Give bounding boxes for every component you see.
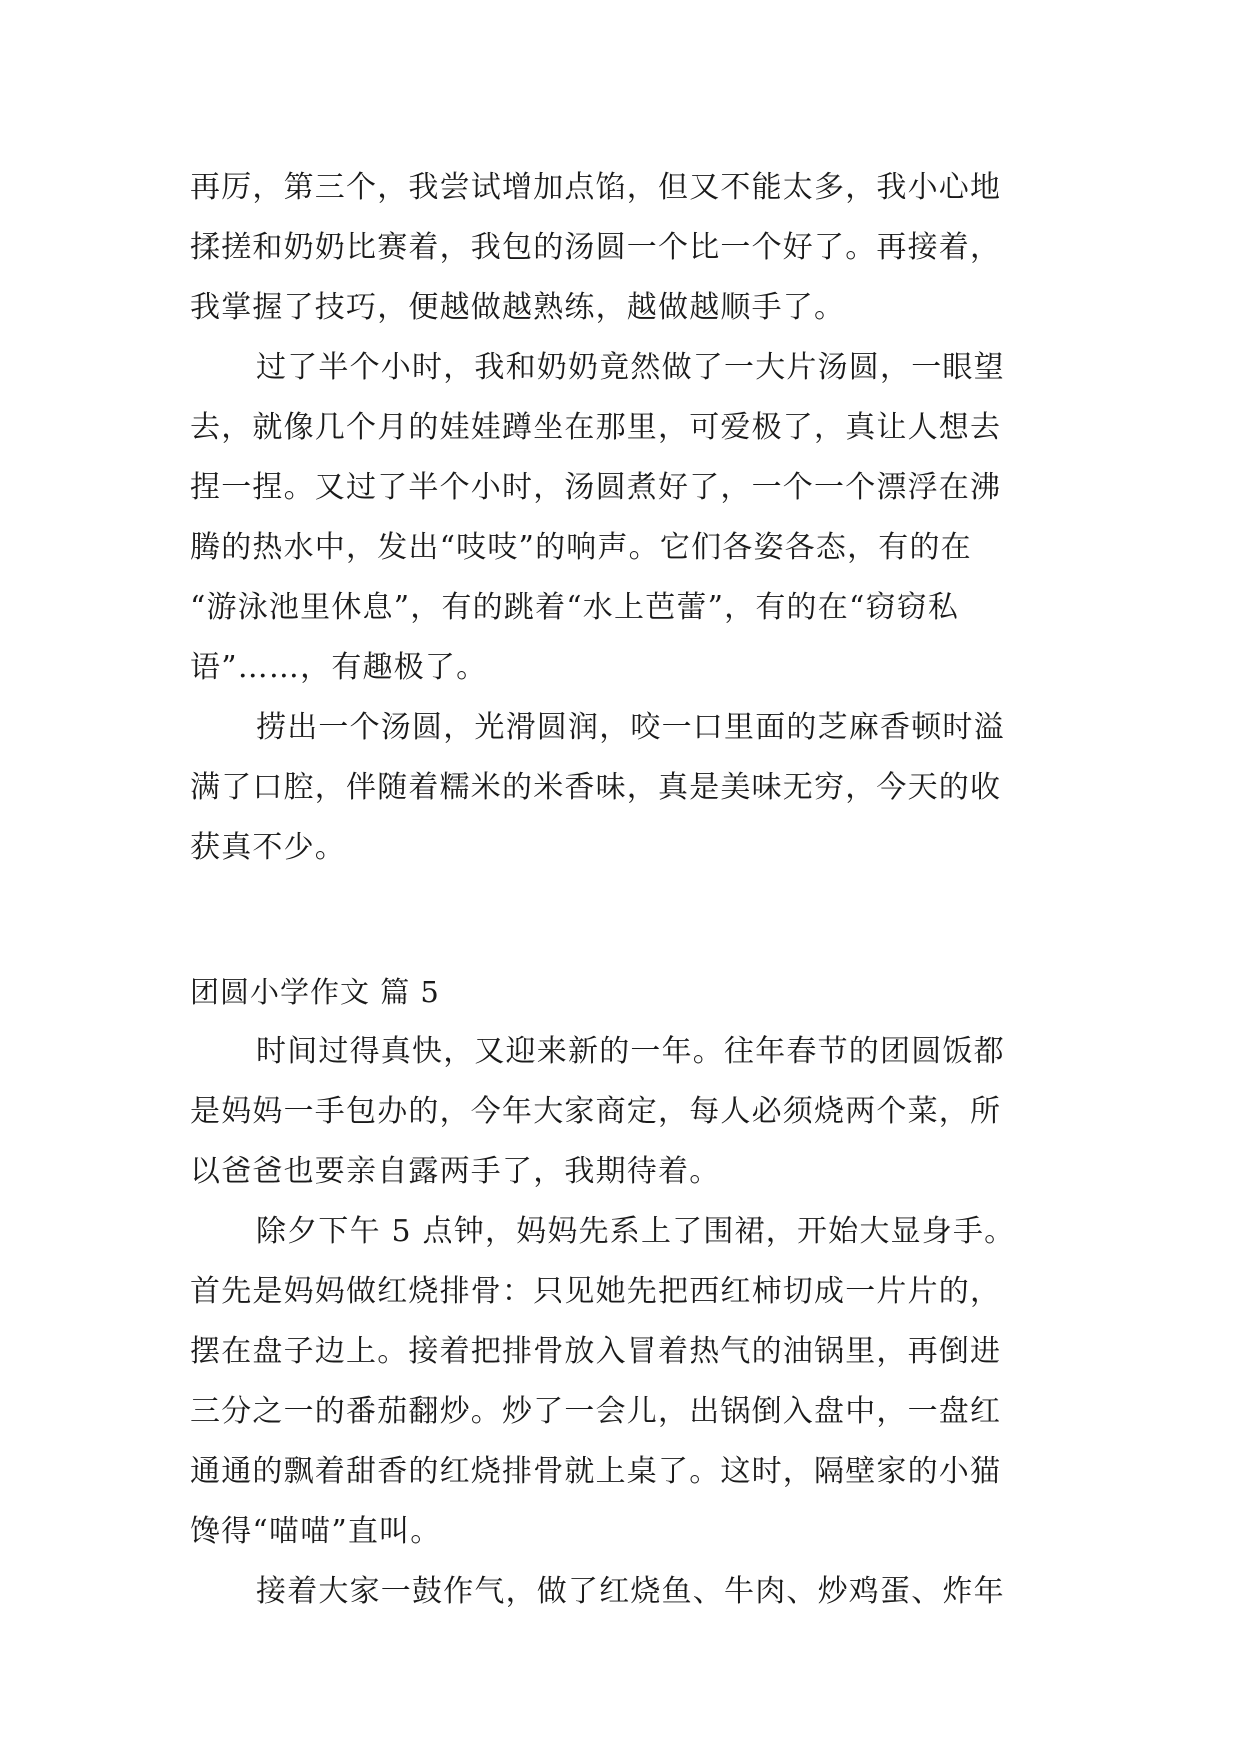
text-line: 通通的飘着甜香的红烧排骨就上桌了。这时，隔壁家的小猫 [190, 1454, 1002, 1489]
paragraph [190, 1562, 1060, 1622]
text-line: 捏一捏。又过了半个小时，汤圆煮好了，一个一个漂浮在沸 [190, 470, 1002, 505]
text-line: 摆在盘子边上。接着把排骨放入冒着热气的油锅里，再倒进 [190, 1334, 1002, 1369]
text-line: 腾的热水中，发出“吱吱”的响声。它们各姿各态，有的在 [190, 530, 972, 565]
text-line: 去，就像几个月的娃娃蹲坐在那里，可爱极了，真让人想去 [190, 410, 1002, 445]
paragraph [190, 698, 1060, 878]
text-line: 我掌握了技巧，便越做越熟练，越做越顺手了。 [190, 290, 846, 325]
document-page [190, 158, 1060, 1622]
text-line: 过了半个小时，我和奶奶竟然做了一大片汤圆，一眼望 [256, 350, 1005, 385]
section-spacer [190, 878, 1060, 962]
text-line: 语”……，有趣极了。 [190, 650, 488, 685]
text-line: 除夕下午 5 点钟，妈妈先系上了围裙，开始大显身手。 [256, 1214, 1016, 1249]
text-line: 捞出一个汤圆，光滑圆润，咬一口里面的芝麻香顿时溢 [256, 710, 1005, 745]
text-line: “游泳池里休息”，有的跳着“水上芭蕾”，有的在“窃窃私 [190, 590, 960, 625]
paragraph [190, 338, 1060, 698]
text-line: 馋得“喵喵”直叫。 [190, 1514, 442, 1549]
section-title: 团圆小学作文 篇 5 [190, 975, 440, 1009]
paragraph [190, 1022, 1060, 1202]
text-line: 满了口腔，伴随着糯米的米香味，真是美味无穷，今天的收 [190, 770, 1002, 805]
text-line: 时间过得真快，又迎来新的一年。往年春节的团圆饭都 [256, 1034, 1005, 1069]
text-line: 接着大家一鼓作气，做了红烧鱼、牛肉、炒鸡蛋、炸年 [256, 1574, 1005, 1609]
text-line: 获真不少。 [190, 830, 346, 865]
paragraph-continued [190, 158, 1060, 338]
text-line: 首先是妈妈做红烧排骨：只见她先把西红柿切成一片片的， [190, 1274, 1002, 1309]
paragraph [190, 1202, 1060, 1562]
text-line: 揉搓和奶奶比赛着，我包的汤圆一个比一个好了。再接着， [190, 230, 1002, 265]
text-line: 三分之一的番茄翻炒。炒了一会儿，出锅倒入盘中，一盘红 [190, 1394, 1002, 1429]
text-line: 是妈妈一手包办的，今年大家商定，每人必须烧两个菜，所 [190, 1094, 1002, 1129]
text-line: 再厉，第三个，我尝试增加点馅，但又不能太多，我小心地 [190, 170, 1002, 205]
text-line: 以爸爸也要亲自露两手了，我期待着。 [190, 1154, 721, 1189]
